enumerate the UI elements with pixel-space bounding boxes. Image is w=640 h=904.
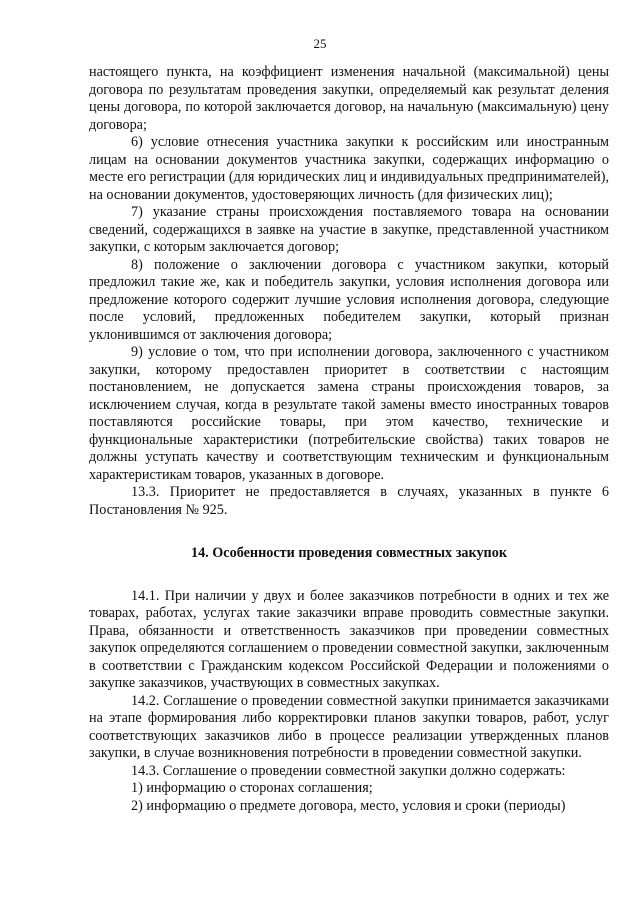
paragraph: 14.1. При наличии у двух и более заказчиков потребности в одних и тех же товарах, работах, услугах такие заказчики вправе проводить совместные закупки. Права, обязанности и ответственность заказчиков при проведении совместных закупок определяются соглашением о проведении совместной закупки, заключенным в соответствии с Гражданским кодексом Российской Федерации и положениями о закупке заказчиков, участвующих в совместных закупках.: [89, 587, 609, 691]
paragraph: 2) информацию о предмете договора, место, условия и сроки (периоды): [131, 797, 566, 814]
paragraph: 13.3. Приоритет не предоставляется в случаях, указанных в пункте 6 Постановления № 925.: [89, 484, 609, 518]
paragraph: 6) условие отнесения участника закупки к российским или иностранным лицам на основании документов участника закупки, содержащих информацию о месте его регистрации (для юридических лиц и индивидуальных предпринимателей), на основании документов, удостоверяющих личность (для физических лиц);: [89, 134, 609, 203]
page-number: 25: [313, 36, 327, 51]
paragraph: 8) положение о заключении договора с участником закупки, который предложил такие же, как и победитель закупки, условия исполнения договора или предложение которого содержит лучшие условия исполнения договора, следующие после условий, предложенных победителем закупки, который признан уклонившимся от заключения договора;: [89, 256, 609, 343]
paragraphs-after-heading: [89, 588, 609, 816]
paragraph: 7) указание страны происхождения поставляемого товара на основании сведений, содержащихся в заявке на участие в закупке, представленной участником закупки, с которым заключается договор;: [89, 204, 609, 255]
document-body: [89, 64, 609, 815]
paragraphs-before-heading: [89, 64, 609, 519]
paragraph: настоящего пункта, на коэффициент изменения начальной (максимальной) цены договора по результатам проведения закупки, определяемый как результат деления цены договора, по которой заключается договор, на начальную (максимальную) цену договора;: [89, 64, 609, 133]
section-heading: 14. Особенности проведения совместных закупок: [190, 545, 508, 561]
paragraph: 14.3. Соглашение о проведении совместной закупки должно содержать:: [131, 762, 566, 779]
paragraph: 14.2. Соглашение о проведении совместной закупки принимается заказчиками на этапе формирования либо корректировки планов закупки товаров, работ, услуг соответствующих заказчиков либо в процессе реализации утвержденных планов закупки, в случае возникновения потребности в проведении совместной закупки.: [89, 692, 609, 761]
paragraph: 1) информацию о сторонах соглашения;: [131, 780, 373, 796]
paragraph: 9) условие о том, что при исполнении договора, заключенного с участником закупки, которому предоставлен приоритет в соответствии с настоящим постановлением, не допускается замена страны происхождения товаров, за исключением случая, когда в результате такой замены вместо иностранных товаров поставляются российские товары, при этом качество, технические и функциональные характеристики (потребительские свойства) таких товаров не должны уступать качеству и соответствующим техническим и функциональным характеристикам товаров, указанных в договоре.: [89, 344, 609, 483]
